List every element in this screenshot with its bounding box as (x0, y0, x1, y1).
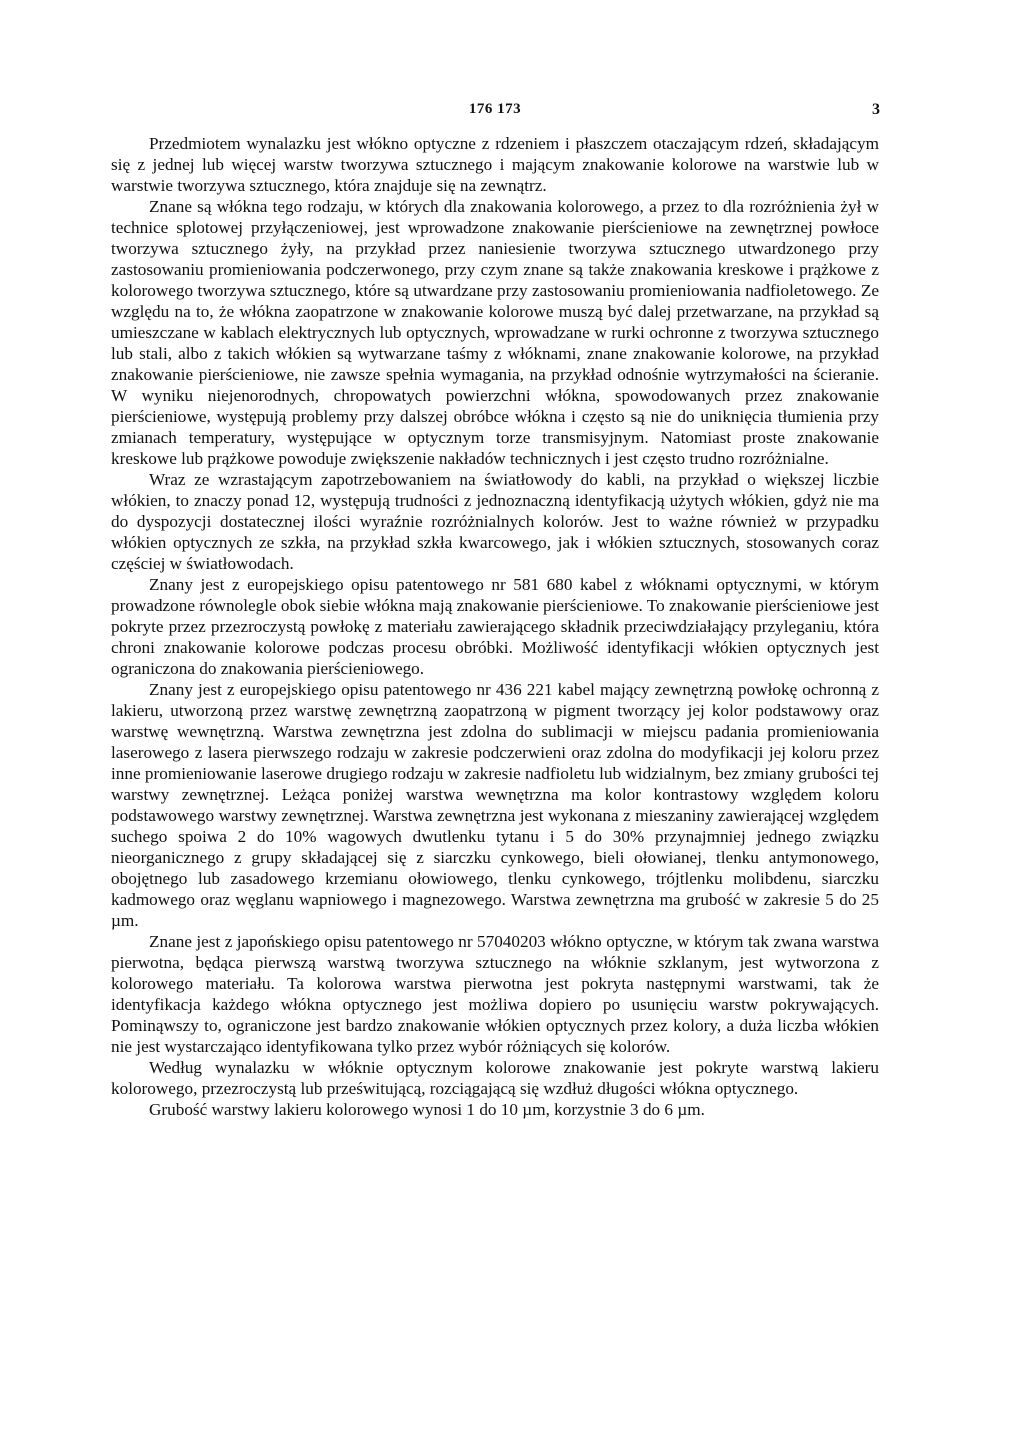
patent-number: 176 173 (468, 101, 522, 117)
paragraph: Znane jest z japońskiego opisu patentowego nr 57040203 włókno optyczne, w którym tak zwana warstwa pierwotna, będąca pierwszą warstwą tworzywa sztucznego na włóknie szklanym, jest wytworzona z kolorowego materiału. Ta kolorowa warstwa pierwotna jest pokryta następnymi warstwami, tak że identyfikacja każdego włókna optycznego jest możliwa dopiero po usunięciu warstw pokrywających. Pominąwszy to, ograniczone jest bardzo znakowanie włókien optycznych przez kolory, a duża liczba włókien nie jest wystarczająco identyfikowana tylko przez wybór różniących się kolorów. (111, 932, 879, 1056)
paragraph: Według wynalazku w włóknie optycznym kolorowe znakowanie jest pokryte warstwą lakieru kolorowego, przezroczystą lub prześwitującą, rozciągającą się wzdłuż długości włókna optycznego. (111, 1058, 879, 1098)
paragraph: Znany jest z europejskiego opisu patentowego nr 436 221 kabel mający zewnętrzną powłokę ochronną z lakieru, utworzoną przez warstwę zewnętrzną zaopatrzoną w pigment tworzący jej kolor podstawowy oraz warstwę wewnętrzną. Warstwa zewnętrzna jest zdolna do sublimacji w miejscu padania promieniowania laserowego z lasera pierwszego rodzaju w zakresie podczerwieni oraz zdolna do modyfikacji jej koloru przez inne promieniowanie laserowe drugiego rodzaju w zakresie nadfioletu lub widzialnym, bez zmiany grubości tej warstwy zewnętrznej. Leżąca poniżej warstwa wewnętrzna ma kolor kontrastowy względem koloru podstawowego warstwy zewnętrznej. Warstwa zewnętrzna jest wykonana z mieszaniny zawierającej względem suchego spoiwa 2 do 10% wagowych dwutlenku tytanu i 5 do 30% przynajmniej jednego związku nieorganicznego z grupy składającej się z siarczku cynkowego, bieli ołowianej, tlenku antymonowego, obojętnego lub zasadowego krzemianu ołowiowego, tlenku cynkowego, trójtlenku molibdenu, siarczku kadmowego oraz węglanu wapniowego i magnezowego. Warstwa zewnętrzna ma grubość w zakresie 5 do 25 µm. (111, 680, 879, 930)
body-text (111, 133, 879, 1120)
paragraph: Grubość warstwy lakieru kolorowego wynosi 1 do 10 µm, korzystnie 3 do 6 µm. (149, 1100, 705, 1119)
paragraph: Przedmiotem wynalazku jest włókno optyczne z rdzeniem i płaszczem otaczającym rdzeń, składającym się z jednej lub więcej warstw tworzywa sztucznego i mającym znakowanie kolorowe na warstwie lub w warstwie tworzywa sztucznego, która znajduje się na zewnątrz. (111, 134, 879, 195)
page-number: 3 (872, 101, 880, 118)
page-header (110, 101, 880, 121)
paragraph: Znany jest z europejskiego opisu patentowego nr 581 680 kabel z włóknami optycznymi, w którym prowadzone równolegle obok siebie włókna mają znakowanie pierścieniowe. To znakowanie pierścieniowe jest pokryte przez przezroczystą powłokę z materiału zawierającego składnik przeciwdziałający przyleganiu, która chroni znakowanie kolorowe podczas procesu obróbki. Możliwość identyfikacji włókien optycznych jest ograniczona do znakowania pierścieniowego. (111, 575, 879, 678)
paragraph: Znane są włókna tego rodzaju, w których dla znakowania kolorowego, a przez to dla rozróżnienia żył w technice splotowej przyłączeniowej, jest wprowadzone znakowanie pierścieniowe na zewnętrznej powłoce tworzywa sztucznego żyły, na przykład przez naniesienie tworzywa sztucznego utwardzonego przy zastosowaniu promieniowania podczerwonego, przy czym znane są także znakowania kreskowe i prążkowe z kolorowego tworzywa sztucznego, które są utwardzane przy zastosowaniu promieniowania nadfioletowego. Ze względu na to, że włókna zaopatrzone w znakowanie kolorowe muszą być dalej przetwarzane, na przykład są umieszczane w kablach elektrycznych lub optycznych, wprowadzane w rurki ochronne z tworzywa sztucznego lub stali, albo z takich włókien są wytwarzane taśmy z włóknami, znane znakowanie kolorowe, na przykład znakowanie pierścieniowe, nie zawsze spełnia wymagania, na przykład odnośnie wytrzymałości na ścieranie. W wyniku niejenorodnych, chropowatych powierzchni włókna, spowodowanych przez znakowanie pierścieniowe, występują problemy przy dalszej obróbce włókna i często są nie do uniknięcia tłumienia przy zmianach temperatury, występujące w optycznym torze transmisyjnym. Natomiast proste znakowanie kreskowe lub prążkowe powoduje zwiększenie nakładów technicznych i jest często trudno rozróżnialne. (111, 197, 879, 468)
paragraph: Wraz ze wzrastającym zapotrzebowaniem na światłowody do kabli, na przykład o większej liczbie włókien, to znaczy ponad 12, występują trudności z jednoznaczną identyfikacją użytych włókien, gdyż nie ma do dyspozycji dostatecznej ilości wyraźnie rozróżnialnych kolorów. Jest to ważne również w przypadku włókien optycznych ze szkła, na przykład szkła kwarcowego, jak i włókien sztucznych, stosowanych coraz częściej w światłowodach. (111, 470, 879, 573)
